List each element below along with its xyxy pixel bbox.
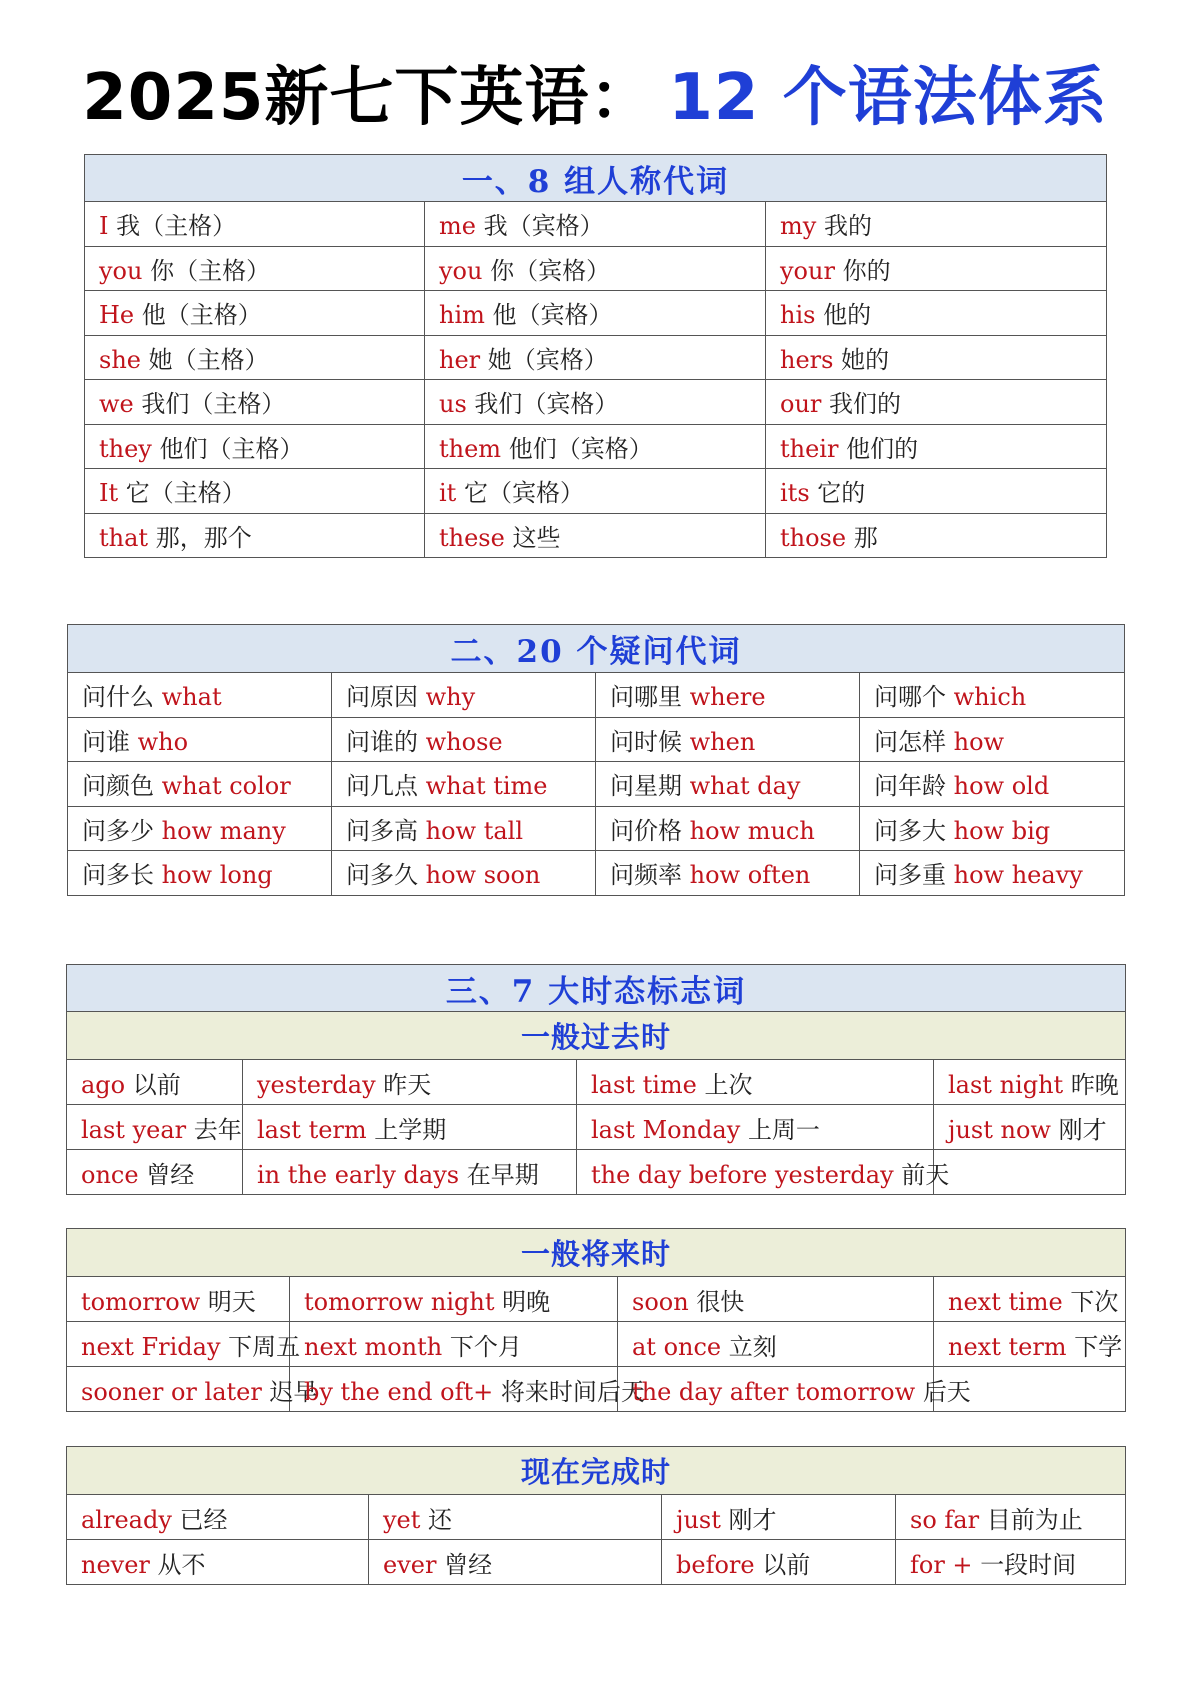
chinese-meaning: 他们的 (846, 434, 919, 463)
interrogative-row (68, 806, 1125, 851)
present-perfect-cell (662, 1540, 896, 1585)
chinese-meaning: 问几点 (346, 772, 418, 801)
chinese-meaning: 你（宾格） (490, 256, 611, 285)
english-term: who (137, 727, 189, 756)
interrogative-cell (860, 717, 1125, 762)
chinese-meaning: 问怎样 (874, 727, 946, 756)
english-term: last time (591, 1070, 697, 1099)
tense-section-heading: 三、7 大时态标志词 (67, 965, 1126, 1012)
chinese-meaning: 我们（主格） (141, 390, 286, 419)
pronoun-cell (766, 202, 1107, 247)
english-term: how soon (425, 861, 541, 890)
english-term: ago (81, 1070, 126, 1099)
pronoun-cell (85, 291, 425, 336)
past-tense-row (67, 1105, 1126, 1150)
english-term: what time (425, 772, 548, 801)
english-term: what color (161, 772, 291, 801)
future-tense-cell (618, 1322, 934, 1367)
chinese-meaning: 目前为止 (986, 1505, 1083, 1534)
present-perfect-cell (896, 1540, 1126, 1585)
pronoun-cell (425, 513, 766, 558)
english-term: last night (948, 1070, 1064, 1099)
past-tense-cell (67, 1150, 243, 1195)
chinese-meaning: 那，那个 (155, 523, 252, 552)
english-term: how long (161, 861, 273, 890)
chinese-meaning: 很快 (696, 1287, 745, 1316)
chinese-meaning: 立刻 (728, 1332, 777, 1361)
english-term: him (439, 301, 485, 330)
pronoun-row (85, 513, 1107, 558)
chinese-meaning: 下个月 (449, 1332, 522, 1361)
chinese-meaning: 下次 (1070, 1287, 1119, 1316)
chinese-meaning: 以前 (132, 1070, 181, 1099)
english-term: last term (257, 1115, 367, 1144)
chinese-meaning: 我们的 (829, 390, 902, 419)
interrogative-row (68, 673, 1125, 718)
chinese-meaning: 问颜色 (82, 772, 154, 801)
english-term: never (81, 1550, 150, 1579)
pronoun-cell (425, 335, 766, 380)
chinese-meaning: 明天 (207, 1287, 256, 1316)
english-term: the day before yesterday (591, 1160, 894, 1189)
past-tense-cell (934, 1060, 1126, 1105)
chinese-meaning: 他们（宾格） (508, 434, 653, 463)
english-term: last year (81, 1115, 187, 1144)
english-term: you (439, 256, 483, 285)
pronoun-row (85, 335, 1107, 380)
english-term: next Friday (81, 1332, 221, 1361)
chinese-meaning: 在早期 (466, 1160, 539, 1189)
chinese-meaning: 问什么 (82, 683, 154, 712)
pronoun-cell (85, 335, 425, 380)
past-tense-row (67, 1060, 1126, 1105)
english-term: when (689, 727, 756, 756)
english-term: why (425, 683, 476, 712)
page-title (0, 58, 1190, 138)
chinese-meaning: 将来时间后天 (500, 1377, 645, 1406)
pronoun-row (85, 202, 1107, 247)
future-tense-subheading: 一般将来时 (67, 1229, 1126, 1277)
past-tense-cell (67, 1060, 243, 1105)
chinese-meaning: 我（宾格） (483, 212, 604, 241)
chinese-meaning: 我（主格） (116, 212, 237, 241)
english-term: It (99, 479, 119, 508)
past-tense-table (66, 964, 1126, 1195)
chinese-meaning: 昨天 (383, 1070, 432, 1099)
chinese-meaning: 下周五 (228, 1332, 301, 1361)
future-tense-cell (290, 1322, 618, 1367)
future-tense-cell (67, 1367, 318, 1412)
future-tense-cell (67, 1277, 290, 1322)
pronoun-cell (425, 424, 766, 469)
english-term: they (99, 434, 152, 463)
past-tense-cell (577, 1105, 934, 1150)
english-term: their (780, 434, 839, 463)
chinese-meaning: 问时候 (610, 727, 682, 756)
english-term: his (780, 301, 816, 330)
english-term: sooner or later (81, 1377, 262, 1406)
interrogative-cell (860, 673, 1125, 718)
pronoun-cell (425, 469, 766, 514)
chinese-meaning: 它（宾格） (463, 479, 584, 508)
present-perfect-row (67, 1495, 1126, 1540)
interrogative-cell (68, 806, 332, 851)
english-term: me (439, 212, 476, 241)
english-term: how much (689, 816, 815, 845)
future-tense-row (67, 1322, 1126, 1367)
interrogative-cell (596, 717, 860, 762)
interrogative-cell (860, 806, 1125, 851)
english-term: she (99, 345, 141, 374)
interrogative-cell (332, 717, 596, 762)
pronoun-cell (425, 380, 766, 425)
chinese-meaning: 问频率 (610, 861, 682, 890)
chinese-meaning: 曾经 (146, 1160, 195, 1189)
chinese-meaning: 问多少 (82, 816, 154, 845)
interrogative-cell (860, 851, 1125, 896)
past-tense-subheading: 一般过去时 (67, 1012, 1126, 1060)
chinese-meaning: 问多长 (82, 861, 154, 890)
chinese-meaning: 上次 (704, 1070, 753, 1099)
chinese-meaning: 刚才 (1058, 1115, 1107, 1144)
english-term: ever (383, 1550, 437, 1579)
chinese-meaning: 一段时间 (980, 1550, 1077, 1579)
chinese-meaning: 你（主格） (150, 256, 271, 285)
present-perfect-table (66, 1446, 1126, 1585)
english-term: I (99, 212, 109, 241)
past-tense-cell (243, 1060, 577, 1105)
chinese-meaning: 问多重 (874, 861, 946, 890)
english-term: my (780, 212, 817, 241)
english-term: them (439, 434, 502, 463)
english-term: in the early days (257, 1160, 460, 1189)
title-part-1: 2025新七下英语： (82, 61, 655, 135)
chinese-meaning: 曾经 (444, 1550, 493, 1579)
english-term: these (439, 523, 505, 552)
chinese-meaning: 她（主格） (148, 345, 269, 374)
english-term: next month (304, 1332, 443, 1361)
english-term: already (81, 1505, 172, 1534)
chinese-meaning: 还 (428, 1505, 453, 1534)
future-tense-cell (290, 1277, 618, 1322)
english-term: the day after tomorrow (632, 1377, 916, 1406)
english-term: yesterday (257, 1070, 376, 1099)
future-tense-cell (67, 1322, 301, 1367)
english-term: its (780, 479, 810, 508)
english-term: tomorrow night (304, 1287, 495, 1316)
pronoun-cell (85, 202, 425, 247)
pronoun-cell (425, 291, 766, 336)
present-perfect-cell (369, 1540, 662, 1585)
chinese-meaning: 问多大 (874, 816, 946, 845)
pronoun-cell (85, 469, 425, 514)
english-term: where (689, 683, 766, 712)
chinese-meaning: 已经 (179, 1505, 228, 1534)
interrogative-section-heading: 二、20 个疑问代词 (68, 625, 1125, 673)
english-term: what day (689, 772, 801, 801)
title-part-2: 12 个语法体系 (668, 61, 1108, 135)
pronoun-cell (85, 424, 425, 469)
interrogative-cell (68, 762, 332, 807)
future-tense-table (66, 1228, 1126, 1412)
english-term: just (676, 1505, 721, 1534)
interrogative-row (68, 851, 1125, 896)
chinese-meaning: 上学期 (374, 1115, 447, 1144)
past-tense-cell (577, 1150, 950, 1195)
pronoun-cell (766, 291, 1107, 336)
chinese-meaning: 问谁的 (346, 727, 418, 756)
chinese-meaning: 她的 (841, 345, 890, 374)
pronoun-cell (85, 513, 425, 558)
chinese-meaning: 从不 (157, 1550, 206, 1579)
past-tense-cell (243, 1150, 577, 1195)
english-term: whose (425, 727, 503, 756)
pronoun-cell (766, 424, 1107, 469)
chinese-meaning: 刚才 (728, 1505, 777, 1534)
english-term: yet (383, 1505, 421, 1534)
future-tense-row (67, 1277, 1126, 1322)
chinese-meaning: 问哪里 (610, 683, 682, 712)
pronoun-cell (85, 246, 425, 291)
pronoun-cell (766, 335, 1107, 380)
pronoun-row (85, 291, 1107, 336)
past-tense-cell (934, 1150, 1126, 1195)
future-tense-row (67, 1367, 1126, 1412)
english-term: how big (953, 816, 1051, 845)
chinese-meaning: 以前 (762, 1550, 811, 1579)
past-tense-cell (243, 1105, 577, 1150)
interrogative-cell (332, 762, 596, 807)
past-tense-cell (577, 1060, 934, 1105)
chinese-meaning: 问哪个 (874, 683, 946, 712)
english-term: He (99, 301, 135, 330)
pronoun-section-heading: 一、8 组人称代词 (85, 155, 1107, 202)
chinese-meaning: 问年龄 (874, 772, 946, 801)
english-term: next time (948, 1287, 1063, 1316)
past-tense-cell (67, 1105, 243, 1150)
interrogative-cell (596, 762, 860, 807)
past-tense-cell (934, 1105, 1126, 1150)
chinese-meaning: 你的 (842, 256, 891, 285)
pronoun-row (85, 424, 1107, 469)
english-term: it (439, 479, 457, 508)
english-term: our (780, 390, 822, 419)
interrogative-row (68, 717, 1125, 762)
chinese-meaning: 问多久 (346, 861, 418, 890)
interrogative-cell (860, 762, 1125, 807)
chinese-meaning: 上周一 (747, 1115, 820, 1144)
chinese-meaning: 问谁 (82, 727, 130, 756)
chinese-meaning: 问星期 (610, 772, 682, 801)
pronoun-row (85, 469, 1107, 514)
english-term: her (439, 345, 481, 374)
present-perfect-subheading: 现在完成时 (67, 1447, 1126, 1495)
future-tense-cell (618, 1277, 934, 1322)
pronoun-table (84, 154, 1107, 558)
english-term: what (161, 683, 222, 712)
present-perfect-cell (67, 1495, 369, 1540)
chinese-meaning: 问原因 (346, 683, 418, 712)
english-term: just now (948, 1115, 1051, 1144)
interrogative-table (67, 624, 1125, 896)
future-tense-cell (934, 1277, 1126, 1322)
interrogative-cell (68, 851, 332, 896)
english-term: last Monday (591, 1115, 741, 1144)
english-term: those (780, 523, 847, 552)
chinese-meaning: 他（宾格） (492, 301, 613, 330)
english-term: how many (161, 816, 286, 845)
pronoun-cell (766, 380, 1107, 425)
english-term: how often (689, 861, 811, 890)
interrogative-cell (332, 806, 596, 851)
english-term: how old (953, 772, 1050, 801)
present-perfect-cell (896, 1495, 1126, 1540)
english-term: how tall (425, 816, 524, 845)
interrogative-cell (332, 673, 596, 718)
present-perfect-cell (67, 1540, 369, 1585)
english-term: at once (632, 1332, 722, 1361)
chinese-meaning: 问多高 (346, 816, 418, 845)
future-tense-cell (290, 1367, 645, 1412)
present-perfect-cell (662, 1495, 896, 1540)
chinese-meaning: 明晚 (502, 1287, 551, 1316)
pronoun-row (85, 380, 1107, 425)
pronoun-cell (425, 202, 766, 247)
present-perfect-row (67, 1540, 1126, 1585)
english-term: by the end oft+ (304, 1377, 494, 1406)
chinese-meaning: 那 (853, 523, 878, 552)
english-term: for + (910, 1550, 973, 1579)
interrogative-cell (68, 673, 332, 718)
chinese-meaning: 迟早 (269, 1377, 318, 1406)
english-term: soon (632, 1287, 689, 1316)
interrogative-cell (332, 851, 596, 896)
chinese-meaning: 前天 (901, 1160, 950, 1189)
english-term: us (439, 390, 467, 419)
interrogative-cell (596, 806, 860, 851)
english-term: tomorrow (81, 1287, 201, 1316)
english-term: so far (910, 1505, 980, 1534)
pronoun-cell (766, 513, 1107, 558)
english-term: hers (780, 345, 834, 374)
interrogative-cell (596, 673, 860, 718)
chinese-meaning: 这些 (512, 523, 561, 552)
english-term: you (99, 256, 143, 285)
interrogative-cell (596, 851, 860, 896)
english-term: how (953, 727, 1005, 756)
chinese-meaning: 他们（主格） (159, 434, 304, 463)
pronoun-cell (766, 469, 1107, 514)
chinese-meaning: 它（主格） (125, 479, 246, 508)
future-tense-cell (934, 1322, 1126, 1367)
present-perfect-cell (369, 1495, 662, 1540)
pronoun-cell (766, 246, 1107, 291)
chinese-meaning: 它的 (817, 479, 866, 508)
chinese-meaning: 去年 (193, 1115, 242, 1144)
english-term: we (99, 390, 134, 419)
chinese-meaning: 下学 (1074, 1332, 1123, 1361)
chinese-meaning: 昨晚 (1070, 1070, 1119, 1099)
chinese-meaning: 我们（宾格） (474, 390, 619, 419)
english-term: which (953, 683, 1027, 712)
english-term: next term (948, 1332, 1067, 1361)
future-tense-cell (618, 1367, 971, 1412)
english-term: that (99, 523, 149, 552)
chinese-meaning: 他的 (823, 301, 872, 330)
chinese-meaning: 她（宾格） (487, 345, 608, 374)
interrogative-row (68, 762, 1125, 807)
pronoun-cell (425, 246, 766, 291)
interrogative-cell (68, 717, 332, 762)
english-term: once (81, 1160, 139, 1189)
pronoun-row (85, 246, 1107, 291)
chinese-meaning: 后天 (922, 1377, 971, 1406)
english-term: your (780, 256, 835, 285)
chinese-meaning: 他（主格） (141, 301, 262, 330)
pronoun-cell (85, 380, 425, 425)
chinese-meaning: 问价格 (610, 816, 682, 845)
past-tense-row (67, 1150, 1126, 1195)
english-term: how heavy (953, 861, 1083, 890)
english-term: before (676, 1550, 755, 1579)
chinese-meaning: 我的 (823, 212, 872, 241)
